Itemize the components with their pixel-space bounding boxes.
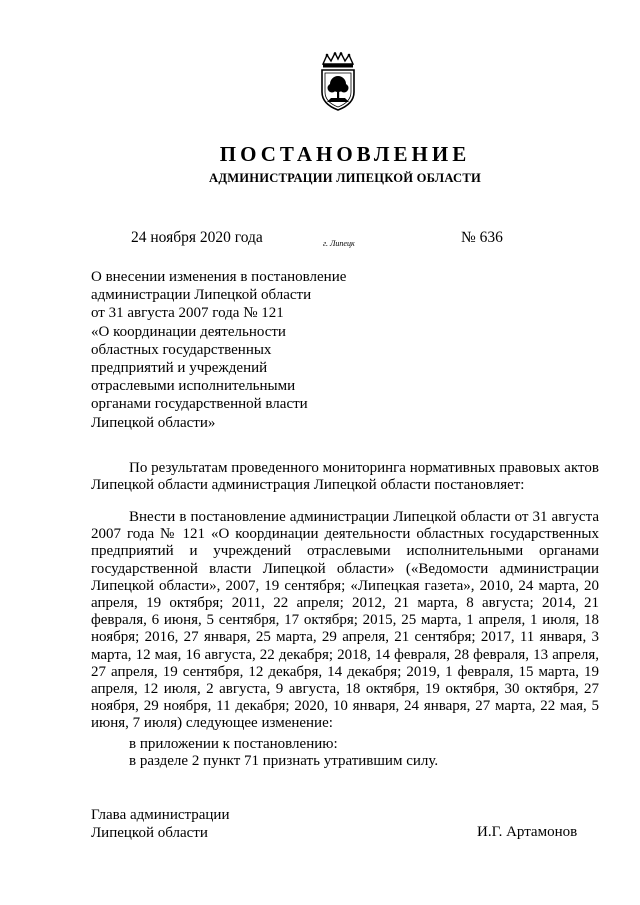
amendment-item: в разделе 2 пункт 71 признать утратившим силу.	[129, 753, 439, 769]
signatory-position	[91, 806, 229, 842]
heading-line: органами государственной власти	[91, 396, 308, 413]
document-number: № 636	[461, 229, 503, 246]
document-city: г. Липецк	[323, 239, 355, 248]
heading-line: Липецкой области»	[91, 414, 216, 431]
document-issuer: АДМИНИСТРАЦИИ ЛИПЕЦКОЙ ОБЛАСТИ	[209, 171, 481, 185]
heading-line: «О координации деятельности	[91, 323, 286, 340]
signatory-name: И.Г. Артамонов	[477, 824, 578, 840]
document-heading	[91, 268, 391, 432]
heading-line: от 31 августа 2007 года № 121	[91, 305, 284, 322]
heading-line: областных государственных	[91, 341, 272, 358]
main-paragraph: Внести в постановление администрации Липецкой области от 31 августа 2007 года № 121 «О координации деятельности областных государственных предприятий и учреждений отраслевыми исполнительными органами государственной власти Липецкой области» («Ведомости администрации Липецкой области», 2007, 19 сентября; «Липецкая газета», 2010, 24 марта, 20 апреля, 19 октября; 2011, 22 апреля; 2012, 21 марта, 8 августа; 2014, 21 февраля, 6 июня, 5 сентября, 17 октября; 2015, 25 марта, 1 апреля, 1 июля, 18 ноября; 2016, 27 января, 25 марта, 29 апреля, 21 сентября; 2017, 11 января, 3 марта, 12 мая, 16 августа, 22 декабря; 2018, 14 февраля, 28 февраля, 13 апреля, 27 апреля, 19 сентября, 12 декабря, 14 декабря; 2019, 1 февраля, 15 марта, 19 апреля, 12 июля, 2 августа, 9 августа, 18 октября, 19 октября, 30 октября, 27 ноября, 29 ноября, 11 декабря; 2020, 10 января, 24 января, 27 марта, 22 мая, 5 июня, 7 июля) следующее изменение:	[91, 509, 599, 732]
heading-line: администрации Липецкой области	[91, 287, 312, 304]
coat-of-arms-emblem	[315, 52, 361, 112]
signatory-position-line: Липецкой области	[91, 825, 208, 841]
heading-line: предприятий и учреждений	[91, 360, 268, 377]
document-title: ПОСТАНОВЛЕНИЕ	[219, 142, 471, 166]
document-date: 24 ноября 2020 года	[131, 229, 263, 246]
amendment-item: в приложении к постановлению:	[129, 736, 338, 752]
heading-line: отраслевыми исполнительными	[91, 378, 296, 395]
signatory-position-line: Глава администрации	[91, 807, 230, 823]
heading-line: О внесении изменения в постановление	[91, 269, 347, 285]
intro-paragraph: По результатам проведенного мониторинга нормативных правовых актов Липецкой области администрация Липецкой области постановляет:	[91, 460, 599, 494]
